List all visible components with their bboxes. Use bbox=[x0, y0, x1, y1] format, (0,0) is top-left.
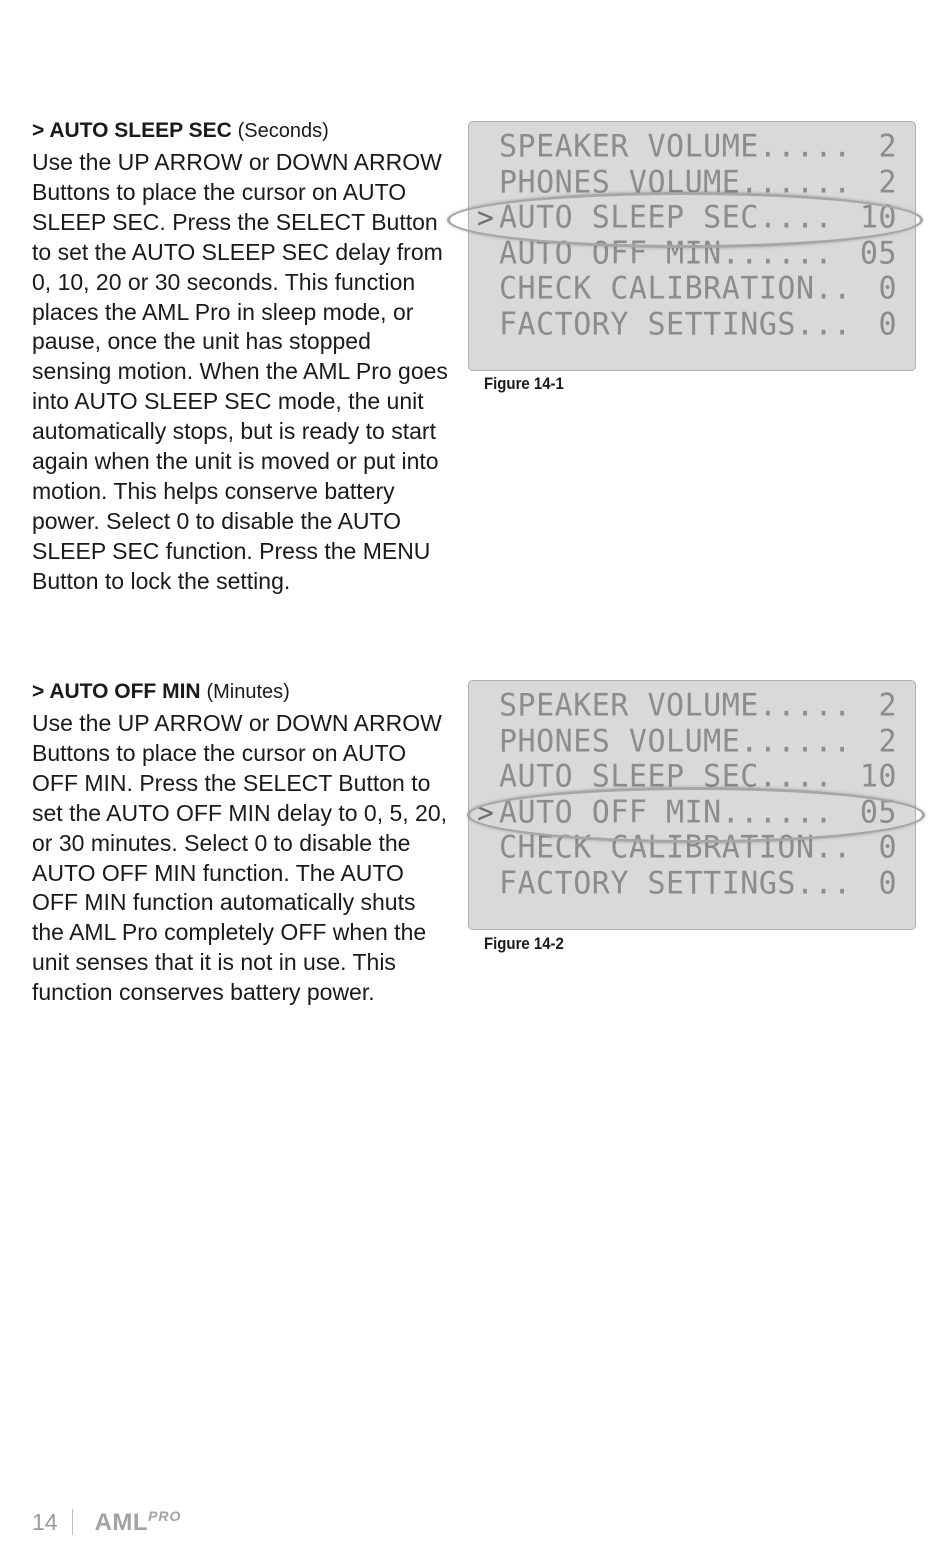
lcd-menu-item bbox=[499, 307, 897, 343]
lcd-menu-item bbox=[499, 866, 897, 902]
lcd-menu-label: AUTO OFF MIN...... bbox=[499, 793, 834, 831]
section-subtitle: (Seconds) bbox=[237, 120, 329, 142]
lcd-menu-item bbox=[499, 759, 897, 795]
lcd-menu-label: AUTO SLEEP SEC.... bbox=[499, 199, 834, 236]
logo-main-text: AML bbox=[94, 1508, 149, 1536]
lcd-menu-item bbox=[499, 724, 897, 760]
lcd-menu-value: 2 bbox=[878, 128, 897, 165]
lcd-menu-label: FACTORY SETTINGS... bbox=[499, 864, 852, 902]
figure-caption: Figure 14-2 bbox=[484, 934, 564, 953]
section-heading bbox=[32, 116, 452, 146]
lcd-menu-value: 05 bbox=[859, 793, 897, 831]
lcd-menu-label: AUTO OFF MIN...... bbox=[499, 234, 834, 272]
lcd-display-figure-14-2 bbox=[468, 680, 916, 930]
lcd-cursor: > bbox=[477, 200, 495, 235]
lcd-menu-value: 2 bbox=[878, 722, 897, 760]
lcd-menu-value: 2 bbox=[878, 163, 897, 201]
lcd-menu-value: 10 bbox=[859, 199, 897, 236]
section-body: Use the UP ARROW or DOWN ARROW Buttons to place the cursor on AUTO SLEEP SEC. Press the SELECT Button to set the AUTO SLEEP SEC delay from 0, 10, 20 or 30 seconds. This function places the AML Pro in sleep mode, or pause, once the unit has stopped sensing motion. When the AML Pro goes into AUTO SLEEP SEC mode, the unit automatically stops, but is ready to start again when the unit is moved or put into motion. This helps conserve battery power. Select 0 to disable the AUTO SLEEP SEC function. Press the MENU Button to lock the setting. bbox=[32, 149, 448, 594]
logo-pro-text: PRO bbox=[148, 1507, 182, 1524]
footer-divider bbox=[72, 1509, 73, 1535]
auto-sleep-sec-section bbox=[32, 116, 452, 597]
aml-pro-logo bbox=[95, 1508, 182, 1537]
lcd-menu-value: 0 bbox=[878, 829, 897, 866]
figure-caption: Figure 14-1 bbox=[484, 374, 564, 393]
lcd-menu-item bbox=[477, 199, 897, 236]
section-title: > AUTO SLEEP SEC bbox=[32, 119, 232, 142]
lcd-menu-item bbox=[477, 793, 897, 831]
lcd-menu-value: 0 bbox=[878, 864, 897, 902]
lcd-menu-label: AUTO SLEEP SEC.... bbox=[499, 758, 834, 795]
auto-off-min-section bbox=[32, 677, 452, 1008]
lcd-menu-item bbox=[499, 165, 897, 201]
lcd-menu-value: 0 bbox=[878, 270, 897, 307]
lcd-menu-label: CHECK CALIBRATION.. bbox=[499, 829, 852, 866]
lcd-menu-label: CHECK CALIBRATION.. bbox=[499, 270, 852, 307]
lcd-cursor: > bbox=[477, 794, 495, 830]
lcd-menu-value: 05 bbox=[859, 234, 897, 272]
section-title: > AUTO OFF MIN bbox=[32, 680, 201, 703]
section-heading bbox=[32, 677, 452, 707]
section-body: Use the UP ARROW or DOWN ARROW Buttons to place the cursor on AUTO OFF MIN. Press the SELECT Button to set the AUTO OFF MIN delay to 0, 5, 20, or 30 minutes. Select 0 to disable the AUTO OFF MIN function. The AUTO OFF MIN function automatically shuts the AML Pro completely OFF when the unit senses that it is not in use. This function conserves battery power. bbox=[32, 710, 448, 1006]
lcd-menu-label: PHONES VOLUME...... bbox=[499, 163, 852, 201]
page-footer bbox=[32, 1505, 181, 1539]
lcd-menu-item bbox=[499, 271, 897, 307]
lcd-menu-item bbox=[499, 236, 897, 272]
lcd-menu-value: 2 bbox=[878, 687, 897, 724]
lcd-menu-label: PHONES VOLUME...... bbox=[499, 722, 852, 760]
lcd-menu-label: FACTORY SETTINGS... bbox=[499, 305, 852, 343]
lcd-menu-label: SPEAKER VOLUME..... bbox=[499, 687, 852, 724]
lcd-menu-value: 0 bbox=[878, 305, 897, 343]
lcd-menu-value: 10 bbox=[859, 758, 897, 795]
page-number: 14 bbox=[32, 1508, 58, 1535]
lcd-menu-item bbox=[499, 129, 897, 165]
lcd-display-figure-14-1 bbox=[468, 121, 916, 371]
lcd-menu-label: SPEAKER VOLUME..... bbox=[499, 128, 852, 165]
lcd-menu-item bbox=[499, 688, 897, 724]
lcd-menu-item bbox=[499, 830, 897, 866]
section-subtitle: (Minutes) bbox=[206, 681, 290, 703]
